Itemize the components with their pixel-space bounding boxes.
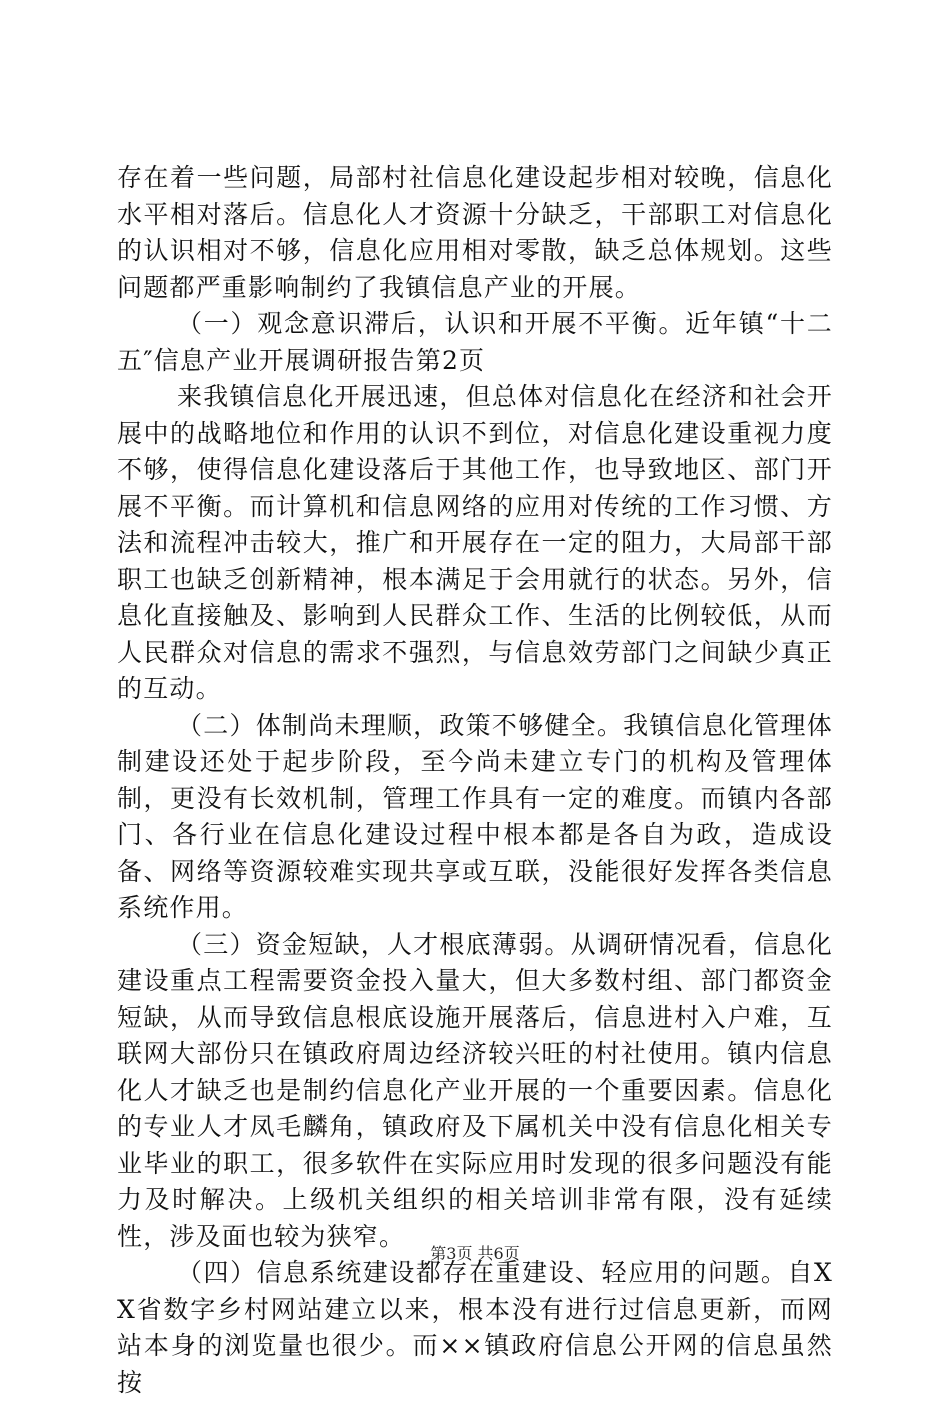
page-number-label: 第3页 共6页: [430, 1244, 520, 1263]
paragraph-continuation: 存在着一些问题，局部村社信息化建设起步相对较晚，信息化水平相对落后。信息化人才资源十分缺乏，干部职工对信息化的认识相对不够，信息化应用相对零散，缺乏总体规划。这些问题都严重影响制约了我镇信息产业的开展。: [117, 163, 833, 302]
paragraph-section-one-heading: （一）观念意识滞后，认识和开展不平衡。近年镇“十二五″信息产业开展调研报告第2页: [117, 309, 833, 375]
paragraph-section-three: （三）资金短缺，人才根底薄弱。从调研情况看，信息化建设重点工程需要资金投入量大，但大多数村组、部门都资金短缺，从而导致信息根底设施开展落后，信息进村入户难，互联网大部份只在镇政府周边经济较兴旺的村社使用。镇内信息化人才缺乏也是制约信息化产业开展的一个重要因素。信息化的专业人才凤毛麟角，镇政府及下属机关中没有信息化相关专业毕业的职工，很多软件在实际应用时发现的很多问题没有能力及时解决。上级机关组织的相关培训非常有限，没有延续性，涉及面也较为狭窄。: [117, 929, 833, 1251]
document-body: [117, 160, 833, 1401]
paragraph-section-two: （二）体制尚未理顺，政策不够健全。我镇信息化管理体制建设还处于起步阶段，至今尚未建立专门的机构及管理体制，更没有长效机制，管理工作具有一定的难度。而镇内各部门、各行业在信息化建设过程中根本都是各自为政，造成设备、网络等资源较难实现共享或互联，没能很好发挥各类信息系统作用。: [117, 710, 833, 922]
paragraph-section-four: （四）信息系统建设都存在重建设、轻应用的问题。自XX省数字乡村网站建立以来，根本没有进行过信息更新，而网站本身的浏览量也很少。而××镇政府信息公开网的信息虽然按: [117, 1258, 833, 1397]
page-footer: [0, 1244, 950, 1264]
paragraph-section-one-body: 来我镇信息化开展迅速，但总体对信息化在经济和社会开展中的战略地位和作用的认识不到位，对信息化建设重视力度不够，使得信息化建设落后于其他工作，也导致地区、部门开展不平衡。而计算机和信息网络的应用对传统的工作习惯、方法和流程冲击较大，推广和开展存在一定的阻力，大局部干部职工也缺乏创新精神，根本满足于会用就行的状态。另外，信息化直接触及、影响到人民群众工作、生活的比例较低，从而人民群众对信息的需求不强烈，与信息效劳部门之间缺少真正的互动。: [117, 382, 833, 703]
